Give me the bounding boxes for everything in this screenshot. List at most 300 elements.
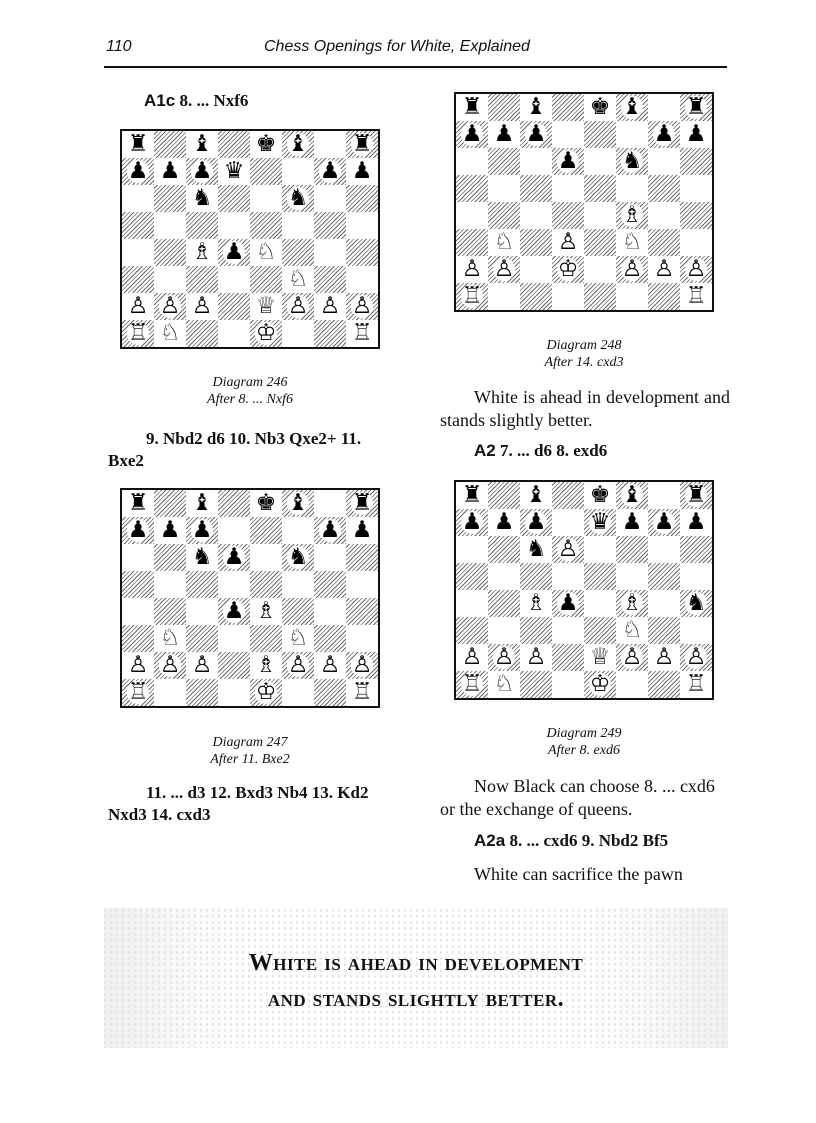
- square-d7: [218, 517, 250, 544]
- square-a3: [456, 229, 488, 256]
- square-f1: [282, 320, 314, 347]
- white-bishop-icon: ♗: [621, 590, 643, 616]
- diagram-label: Diagram 247: [212, 735, 288, 750]
- moves-text-1: 9. Nbd2 d6 10. Nb3 Qxe2+ 11. Bxe2: [108, 429, 362, 470]
- square-b4: [154, 598, 186, 625]
- square-g4: [648, 590, 680, 617]
- section-mark: A2: [474, 441, 496, 460]
- square-a7: [122, 517, 154, 544]
- square-d2: [218, 293, 250, 320]
- black-knight-icon: ♞: [525, 536, 547, 562]
- chess-diagram-247: [120, 488, 380, 708]
- square-c4: [186, 239, 218, 266]
- square-a5: [456, 563, 488, 590]
- square-g4: [314, 239, 346, 266]
- square-b7: [154, 158, 186, 185]
- square-h6: [346, 544, 378, 571]
- square-e4: [584, 202, 616, 229]
- square-b7: [154, 517, 186, 544]
- square-g6: [648, 148, 680, 175]
- square-g5: [314, 571, 346, 598]
- square-b6: [488, 148, 520, 175]
- black-bishop-icon: ♝: [287, 490, 309, 516]
- square-g5: [648, 175, 680, 202]
- white-queen-icon: ♕: [255, 293, 277, 319]
- white-king-icon: ♔: [255, 679, 277, 705]
- black-pawn-icon: ♟: [351, 158, 373, 184]
- square-e2: [584, 644, 616, 671]
- square-g5: [648, 563, 680, 590]
- square-h7: [680, 121, 712, 148]
- square-d3: [552, 617, 584, 644]
- pull-quote-text-2: and stands slightly better.: [267, 986, 565, 1012]
- square-g2: [314, 293, 346, 320]
- black-pawn-icon: ♟: [557, 148, 579, 174]
- square-c2: [186, 293, 218, 320]
- square-h8: [346, 131, 378, 158]
- square-b5: [488, 563, 520, 590]
- square-e5: [584, 175, 616, 202]
- black-pawn-icon: ♟: [653, 121, 675, 147]
- white-knight-icon: ♘: [287, 266, 309, 292]
- square-d6: [552, 148, 584, 175]
- square-d7: [218, 158, 250, 185]
- square-f4: [616, 202, 648, 229]
- diagram-after: After 8. exd6: [548, 743, 620, 758]
- square-d8: [552, 94, 584, 121]
- white-pawn-icon: ♙: [159, 293, 181, 319]
- square-f1: [616, 671, 648, 698]
- black-king-icon: ♚: [589, 482, 611, 508]
- white-pawn-icon: ♙: [621, 644, 643, 670]
- square-a4: [456, 202, 488, 229]
- white-pawn-icon: ♙: [287, 652, 309, 678]
- black-rook-icon: ♜: [351, 490, 373, 516]
- square-g3: [314, 625, 346, 652]
- square-b8: [488, 482, 520, 509]
- square-f7: [282, 158, 314, 185]
- square-b6: [154, 185, 186, 212]
- black-knight-icon: ♞: [621, 148, 643, 174]
- square-h3: [346, 266, 378, 293]
- white-rook-icon: ♖: [461, 671, 483, 697]
- square-e5: [250, 212, 282, 239]
- white-pawn-icon: ♙: [319, 652, 341, 678]
- section-heading-a1c: [144, 90, 248, 112]
- black-pawn-icon: ♟: [191, 158, 213, 184]
- white-rook-icon: ♖: [127, 320, 149, 346]
- black-pawn-icon: ♟: [685, 509, 707, 535]
- white-king-icon: ♔: [557, 256, 579, 282]
- square-f3: [282, 266, 314, 293]
- square-h5: [680, 563, 712, 590]
- square-h3: [680, 229, 712, 256]
- square-e3: [584, 229, 616, 256]
- square-b2: [154, 652, 186, 679]
- square-g7: [648, 121, 680, 148]
- square-g2: [648, 256, 680, 283]
- square-h3: [680, 617, 712, 644]
- square-d3: [218, 266, 250, 293]
- black-pawn-icon: ♟: [191, 517, 213, 543]
- white-pawn-icon: ♙: [191, 293, 213, 319]
- white-knight-icon: ♘: [287, 625, 309, 651]
- square-c3: [186, 625, 218, 652]
- black-pawn-icon: ♟: [461, 121, 483, 147]
- square-c1: [186, 679, 218, 706]
- square-b1: [488, 283, 520, 310]
- square-a2: [456, 644, 488, 671]
- black-pawn-icon: ♟: [653, 509, 675, 535]
- square-h6: [680, 148, 712, 175]
- white-pawn-icon: ♙: [127, 652, 149, 678]
- square-e6: [250, 544, 282, 571]
- square-e7: [584, 121, 616, 148]
- square-a8: [456, 94, 488, 121]
- section-moves: 7. ... d6 8. exd6: [495, 441, 608, 460]
- square-g1: [648, 671, 680, 698]
- pull-quote-box: [104, 908, 728, 1048]
- square-d3: [218, 625, 250, 652]
- black-pawn-icon: ♟: [461, 509, 483, 535]
- square-d1: [552, 283, 584, 310]
- square-g3: [648, 229, 680, 256]
- white-pawn-icon: ♙: [557, 229, 579, 255]
- square-b5: [488, 175, 520, 202]
- paragraph-1: White is ahead in development and stands slightly better.: [440, 387, 730, 430]
- square-g4: [648, 202, 680, 229]
- square-c7: [186, 517, 218, 544]
- square-f8: [282, 490, 314, 517]
- black-pawn-icon: ♟: [621, 509, 643, 535]
- square-a3: [122, 266, 154, 293]
- black-king-icon: ♚: [255, 490, 277, 516]
- header-rule: [104, 66, 727, 68]
- square-c7: [186, 158, 218, 185]
- chess-diagram-246: [120, 129, 380, 349]
- square-f6: [616, 536, 648, 563]
- black-knight-icon: ♞: [191, 544, 213, 570]
- square-g8: [314, 131, 346, 158]
- section-heading-a2: [474, 440, 607, 462]
- square-b1: [488, 671, 520, 698]
- square-c2: [520, 644, 552, 671]
- square-f1: [282, 679, 314, 706]
- square-f5: [616, 175, 648, 202]
- square-g5: [314, 212, 346, 239]
- square-f3: [282, 625, 314, 652]
- section-heading-a2a: [474, 830, 668, 852]
- square-c3: [520, 617, 552, 644]
- square-e8: [250, 131, 282, 158]
- black-knight-icon: ♞: [685, 590, 707, 616]
- white-rook-icon: ♖: [351, 320, 373, 346]
- square-d1: [218, 320, 250, 347]
- section-moves: 8. ... cxd6 9. Nbd2 Bf5: [505, 831, 669, 850]
- white-pawn-icon: ♙: [685, 256, 707, 282]
- square-f7: [282, 517, 314, 544]
- square-c5: [520, 175, 552, 202]
- square-h2: [346, 652, 378, 679]
- black-queen-icon: ♛: [589, 509, 611, 535]
- black-rook-icon: ♜: [461, 94, 483, 120]
- white-pawn-icon: ♙: [159, 652, 181, 678]
- square-e5: [584, 563, 616, 590]
- square-a1: [456, 671, 488, 698]
- square-c7: [520, 509, 552, 536]
- pull-quote-text-1: White is ahead in development: [248, 950, 584, 976]
- white-rook-icon: ♖: [127, 679, 149, 705]
- square-d5: [218, 571, 250, 598]
- square-a1: [456, 283, 488, 310]
- white-pawn-icon: ♙: [191, 652, 213, 678]
- square-a3: [122, 625, 154, 652]
- white-pawn-icon: ♙: [653, 256, 675, 282]
- black-pawn-icon: ♟: [525, 509, 547, 535]
- paragraph-2: Now Black can choose 8. ... cxd6 or the exchange of queens.: [440, 776, 715, 819]
- chess-diagram-248: [454, 92, 714, 312]
- square-d4: [552, 202, 584, 229]
- square-c4: [520, 590, 552, 617]
- black-pawn-icon: ♟: [525, 121, 547, 147]
- square-h4: [346, 239, 378, 266]
- square-d4: [552, 590, 584, 617]
- square-a8: [122, 131, 154, 158]
- square-c6: [186, 544, 218, 571]
- square-c5: [186, 212, 218, 239]
- white-pawn-icon: ♙: [351, 652, 373, 678]
- white-knight-icon: ♘: [255, 239, 277, 265]
- square-g1: [314, 320, 346, 347]
- square-e1: [250, 320, 282, 347]
- square-c7: [520, 121, 552, 148]
- black-bishop-icon: ♝: [525, 94, 547, 120]
- white-knight-icon: ♘: [621, 617, 643, 643]
- square-e8: [250, 490, 282, 517]
- white-bishop-icon: ♗: [255, 652, 277, 678]
- diagram-after: After 8. ... Nxf6: [207, 392, 293, 407]
- square-b3: [488, 617, 520, 644]
- white-pawn-icon: ♙: [319, 293, 341, 319]
- square-b3: [488, 229, 520, 256]
- square-g1: [648, 283, 680, 310]
- section-mark: A2a: [474, 831, 506, 850]
- square-c3: [186, 266, 218, 293]
- square-a1: [122, 320, 154, 347]
- square-c2: [520, 256, 552, 283]
- square-e1: [584, 671, 616, 698]
- square-f2: [616, 644, 648, 671]
- black-pawn-icon: ♟: [127, 158, 149, 184]
- square-h8: [680, 94, 712, 121]
- square-a6: [456, 148, 488, 175]
- black-queen-icon: ♛: [223, 158, 245, 184]
- diagram-label: Diagram 249: [546, 726, 622, 741]
- square-a3: [456, 617, 488, 644]
- square-c1: [520, 283, 552, 310]
- square-a4: [122, 239, 154, 266]
- square-a1: [122, 679, 154, 706]
- square-h6: [346, 185, 378, 212]
- pull-quote-line-1: [104, 950, 728, 977]
- square-e5: [250, 571, 282, 598]
- diagram-caption-247: [120, 734, 380, 768]
- square-c8: [520, 94, 552, 121]
- white-pawn-icon: ♙: [653, 644, 675, 670]
- square-b5: [154, 571, 186, 598]
- square-e3: [584, 617, 616, 644]
- square-h4: [346, 598, 378, 625]
- square-d4: [218, 598, 250, 625]
- white-rook-icon: ♖: [461, 283, 483, 309]
- square-e4: [584, 590, 616, 617]
- square-b8: [154, 131, 186, 158]
- square-b4: [154, 239, 186, 266]
- white-pawn-icon: ♙: [525, 644, 547, 670]
- square-g3: [648, 617, 680, 644]
- diagram-after: After 11. Bxe2: [210, 752, 290, 767]
- white-bishop-icon: ♗: [255, 598, 277, 624]
- white-king-icon: ♔: [589, 671, 611, 697]
- square-h5: [346, 571, 378, 598]
- square-h1: [346, 320, 378, 347]
- square-d1: [552, 671, 584, 698]
- black-pawn-icon: ♟: [685, 121, 707, 147]
- square-d7: [552, 509, 584, 536]
- square-g7: [314, 158, 346, 185]
- white-pawn-icon: ♙: [493, 644, 515, 670]
- square-c3: [520, 229, 552, 256]
- square-e8: [584, 482, 616, 509]
- square-a8: [122, 490, 154, 517]
- black-rook-icon: ♜: [685, 94, 707, 120]
- square-f2: [616, 256, 648, 283]
- square-a6: [456, 536, 488, 563]
- square-h8: [680, 482, 712, 509]
- square-h1: [680, 283, 712, 310]
- square-e7: [250, 158, 282, 185]
- section-moves: 8. ... Nxf6: [175, 91, 249, 110]
- black-pawn-icon: ♟: [223, 544, 245, 570]
- white-pawn-icon: ♙: [557, 536, 579, 562]
- square-a6: [122, 185, 154, 212]
- square-f1: [616, 283, 648, 310]
- square-e6: [250, 185, 282, 212]
- square-b4: [488, 202, 520, 229]
- square-b1: [154, 320, 186, 347]
- square-a2: [122, 293, 154, 320]
- black-king-icon: ♚: [589, 94, 611, 120]
- black-pawn-icon: ♟: [159, 517, 181, 543]
- square-a2: [122, 652, 154, 679]
- square-d2: [552, 256, 584, 283]
- square-h2: [680, 644, 712, 671]
- black-pawn-icon: ♟: [493, 121, 515, 147]
- square-f4: [616, 590, 648, 617]
- square-e2: [584, 256, 616, 283]
- white-queen-icon: ♕: [589, 644, 611, 670]
- square-d7: [552, 121, 584, 148]
- square-a7: [456, 509, 488, 536]
- square-b3: [154, 266, 186, 293]
- black-pawn-icon: ♟: [557, 590, 579, 616]
- white-rook-icon: ♖: [351, 679, 373, 705]
- square-f8: [616, 482, 648, 509]
- white-pawn-icon: ♙: [493, 256, 515, 282]
- square-e3: [250, 625, 282, 652]
- white-knight-icon: ♘: [493, 671, 515, 697]
- square-e8: [584, 94, 616, 121]
- black-bishop-icon: ♝: [621, 482, 643, 508]
- square-f4: [282, 598, 314, 625]
- square-a4: [456, 590, 488, 617]
- square-g8: [648, 94, 680, 121]
- square-a5: [122, 571, 154, 598]
- square-g1: [314, 679, 346, 706]
- white-knight-icon: ♘: [621, 229, 643, 255]
- square-d5: [218, 212, 250, 239]
- running-title: Chess Openings for White, Explained: [264, 38, 530, 55]
- white-pawn-icon: ♙: [287, 293, 309, 319]
- square-e6: [584, 536, 616, 563]
- black-rook-icon: ♜: [127, 131, 149, 157]
- square-b6: [488, 536, 520, 563]
- square-f2: [282, 652, 314, 679]
- black-pawn-icon: ♟: [223, 239, 245, 265]
- black-knight-icon: ♞: [287, 185, 309, 211]
- square-h4: [680, 202, 712, 229]
- square-e7: [584, 509, 616, 536]
- square-e4: [250, 598, 282, 625]
- square-h5: [346, 212, 378, 239]
- white-pawn-icon: ♙: [461, 256, 483, 282]
- white-rook-icon: ♖: [685, 283, 707, 309]
- square-b2: [488, 256, 520, 283]
- black-pawn-icon: ♟: [159, 158, 181, 184]
- square-h7: [346, 517, 378, 544]
- black-pawn-icon: ♟: [319, 517, 341, 543]
- square-b6: [154, 544, 186, 571]
- square-f8: [282, 131, 314, 158]
- square-f3: [616, 617, 648, 644]
- square-f3: [616, 229, 648, 256]
- square-c2: [186, 652, 218, 679]
- square-f7: [616, 121, 648, 148]
- square-c8: [186, 131, 218, 158]
- diagram-label: Diagram 246: [212, 375, 288, 390]
- black-rook-icon: ♜: [685, 482, 707, 508]
- black-bishop-icon: ♝: [191, 490, 213, 516]
- chess-diagram-249: [454, 480, 714, 700]
- square-f5: [282, 212, 314, 239]
- square-h1: [680, 671, 712, 698]
- diagram-label: Diagram 248: [546, 338, 622, 353]
- square-b4: [488, 590, 520, 617]
- diagram-caption-248: [454, 337, 714, 371]
- square-c6: [186, 185, 218, 212]
- square-c8: [186, 490, 218, 517]
- square-f6: [282, 544, 314, 571]
- square-b8: [488, 94, 520, 121]
- square-b2: [154, 293, 186, 320]
- black-pawn-icon: ♟: [351, 517, 373, 543]
- black-knight-icon: ♞: [287, 544, 309, 570]
- square-f7: [616, 509, 648, 536]
- square-h1: [346, 679, 378, 706]
- square-a8: [456, 482, 488, 509]
- square-h7: [346, 158, 378, 185]
- square-d3: [552, 229, 584, 256]
